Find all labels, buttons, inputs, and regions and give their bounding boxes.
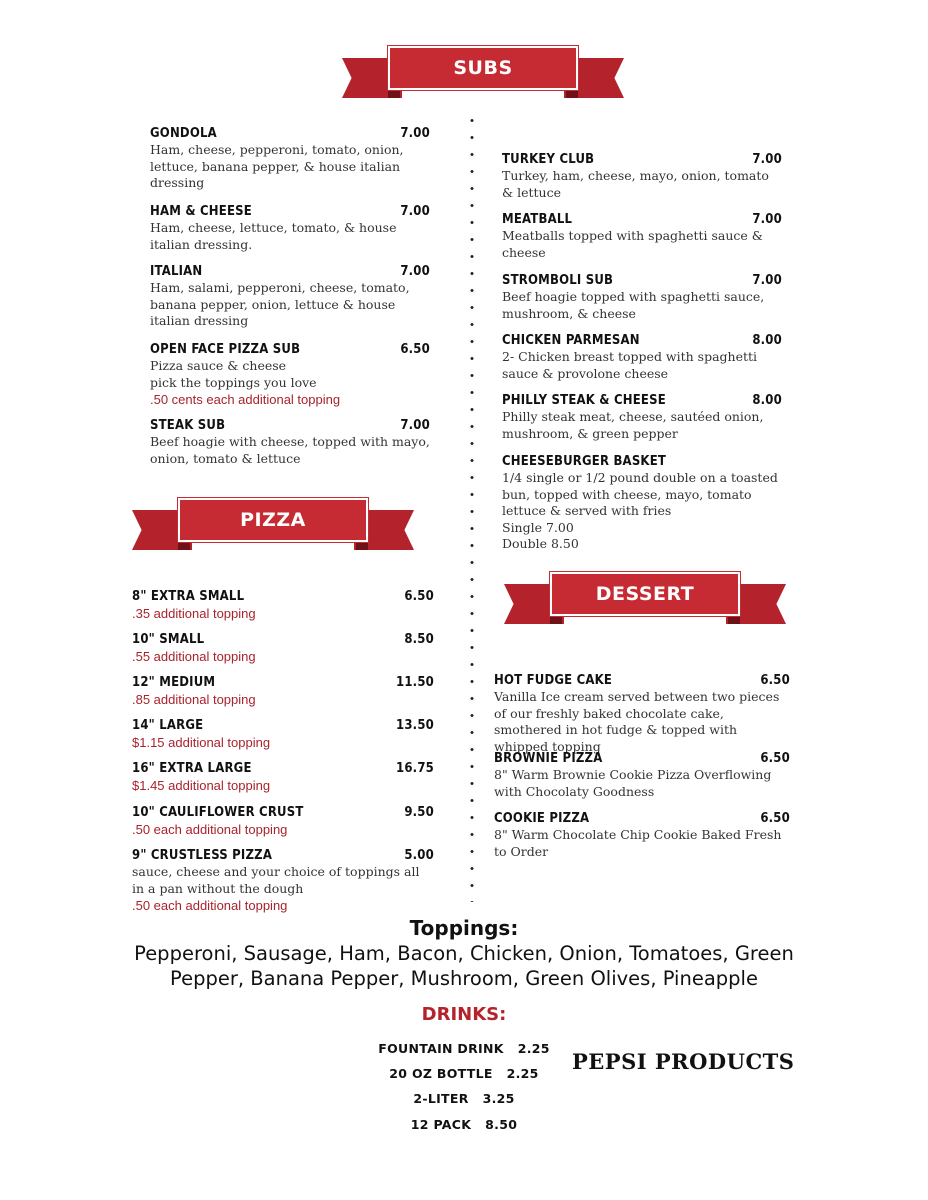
menu-item: ITALIAN 7.00 Ham, salami, pepperoni, cheese, tomato, banana pepper, onion, lettuce & house italian dressing bbox=[150, 264, 430, 328]
pizza-item: 10" SMALL 8.50 .55 additional topping bbox=[132, 632, 434, 664]
dessert-banner bbox=[504, 572, 786, 616]
menu-item: OPEN FACE PIZZA SUB 6.50 Pizza sauce & cheese pick the toppings you love .50 cents each additional topping bbox=[150, 342, 430, 407]
drink-item: FOUNTAIN DRINK 2.25 bbox=[378, 1041, 550, 1056]
pizza-banner bbox=[132, 498, 414, 542]
dessert-item: COOKIE PIZZA 6.50 8" Warm Chocolate Chip Cookie Baked Fresh to Order bbox=[494, 811, 790, 859]
subs-banner bbox=[342, 46, 624, 90]
menu-item: PHILLY STEAK & CHEESE 8.00 Philly steak meat, cheese, sautéed onion, mushroom, & green pepper bbox=[502, 393, 782, 441]
toppings-title: Toppings: bbox=[409, 916, 519, 940]
menu-item: TURKEY CLUB 7.00 Turkey, ham, cheese, mayo, onion, tomato & lettuce bbox=[502, 152, 782, 200]
dessert-item: BROWNIE PIZZA 6.50 8" Warm Brownie Cookie Pizza Overflowing with Chocolaty Goodness bbox=[494, 751, 790, 799]
dessert-title: DESSERT bbox=[550, 572, 740, 616]
subs-title: SUBS bbox=[388, 46, 578, 90]
pizza-item: 16" EXTRA LARGE 16.75 $1.45 additional topping bbox=[132, 761, 434, 793]
pizza-item: 14" LARGE 13.50 $1.15 additional topping bbox=[132, 718, 434, 750]
drink-item: 20 OZ BOTTLE 2.25 bbox=[389, 1066, 539, 1081]
column-divider bbox=[470, 112, 474, 902]
pizza-item: 10" CAULIFLOWER CRUST 9.50 .50 each additional topping bbox=[132, 805, 434, 837]
drinks-title: DRINKS: bbox=[421, 1004, 507, 1025]
toppings-list: Pepperoni, Sausage, Ham, Bacon, Chicken, Onion, Tomatoes, Green Pepper, Banana Pepper, Mushroom, Green Olives, Pineapple bbox=[134, 942, 794, 990]
menu-item: CHICKEN PARMESAN 8.00 2- Chicken breast topped with spaghetti sauce & provolone cheese bbox=[502, 333, 782, 381]
menu-item: GONDOLA 7.00 Ham, cheese, pepperoni, tomato, onion, lettuce, banana pepper, & house italian dressing bbox=[150, 126, 430, 190]
menu-item: MEATBALL 7.00 Meatballs topped with spaghetti sauce & cheese bbox=[502, 212, 782, 260]
menu-item: STROMBOLI SUB 7.00 Beef hoagie topped with spaghetti sauce, mushroom, & cheese bbox=[502, 273, 782, 321]
pizza-item: 8" EXTRA SMALL 6.50 .35 additional topping bbox=[132, 589, 434, 621]
drink-item: 12 PACK 8.50 bbox=[410, 1117, 518, 1132]
dessert-item: HOT FUDGE CAKE 6.50 Vanilla Ice cream served between two pieces of our freshly baked chocolate cake, smothered in hot fudge & topped with whipped topping bbox=[494, 673, 790, 754]
drink-item: 2-LITER 3.25 bbox=[413, 1091, 515, 1106]
menu-item: HAM & CHEESE 7.00 Ham, cheese, lettuce, tomato, & house italian dressing. bbox=[150, 204, 430, 252]
pepsi-products-label: PEPSI PRODUCTS bbox=[572, 1049, 795, 1074]
pizza-item: 9" CRUSTLESS PIZZA 5.00 sauce, cheese and your choice of toppings all in a pan without the dough .50 each additional topping bbox=[132, 848, 434, 913]
pizza-item: 12" MEDIUM 11.50 .85 additional topping bbox=[132, 675, 434, 707]
menu-item: CHEESEBURGER BASKET 1/4 single or 1/2 pound double on a toasted bun, topped with cheese, mayo, tomato lettuce & served with fries Single 7.00 Double 8.50 bbox=[502, 454, 778, 551]
menu-item: STEAK SUB 7.00 Beef hoagie with cheese, topped with mayo, onion, tomato & lettuce bbox=[150, 418, 430, 466]
pizza-title: PIZZA bbox=[178, 498, 368, 542]
